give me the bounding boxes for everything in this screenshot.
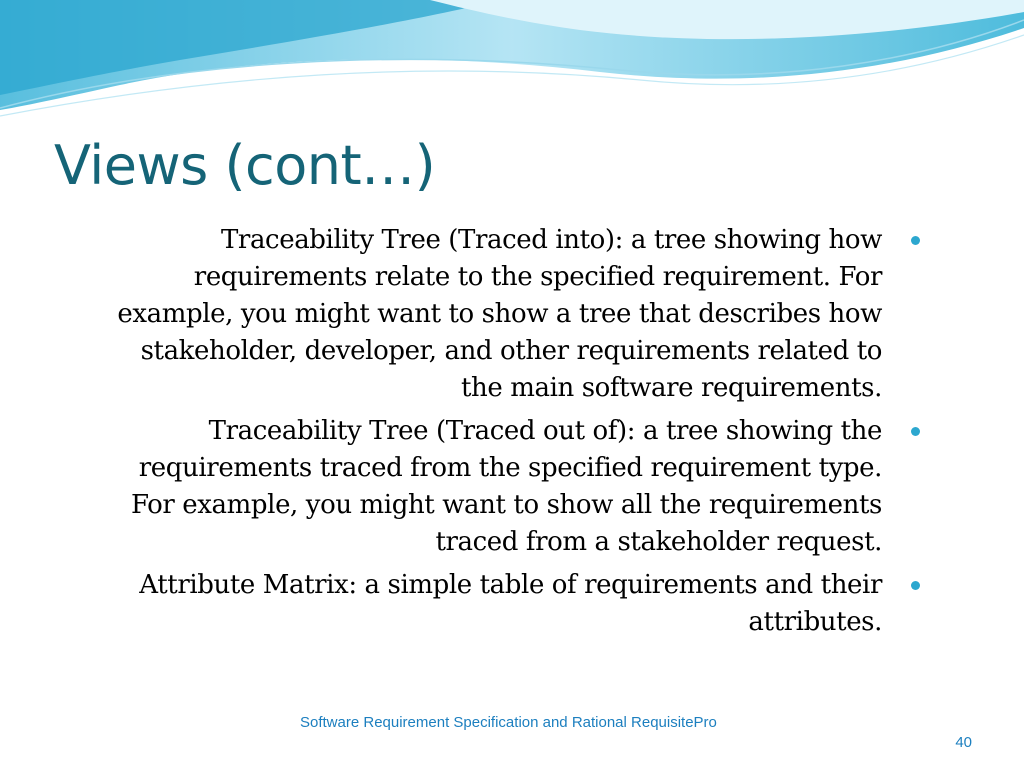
- page-number: 40: [955, 734, 972, 751]
- bullet-text: Traceability Tree (Traced out of): a tree showing the requirements traced from the specified requirement type. For example, you might want to show all the requirements traced from a stakeholder request.: [130, 416, 882, 557]
- bullet-item: [96, 567, 926, 641]
- bullet-list: [96, 222, 926, 647]
- slide-title: Views (cont…): [54, 134, 436, 197]
- bullet-text: Traceability Tree (Traced into): a tree showing how requirements relate to the specified requirement. For example, you might want to show a tree that describes how stakeholder, developer, and other requirements related to the main software requirements.: [117, 225, 882, 403]
- bullet-dot-icon: [911, 236, 920, 245]
- bullet-dot-icon: [911, 581, 920, 590]
- footer-text: Software Requirement Specification and Rational RequisitePro: [300, 714, 717, 731]
- bullet-dot-icon: [911, 427, 920, 436]
- bullet-item: [96, 413, 926, 561]
- bullet-item: [96, 222, 926, 407]
- bullet-text: Attribute Matrix: a simple table of requirements and their attributes.: [139, 570, 882, 637]
- header-wave-decoration: [0, 0, 1024, 130]
